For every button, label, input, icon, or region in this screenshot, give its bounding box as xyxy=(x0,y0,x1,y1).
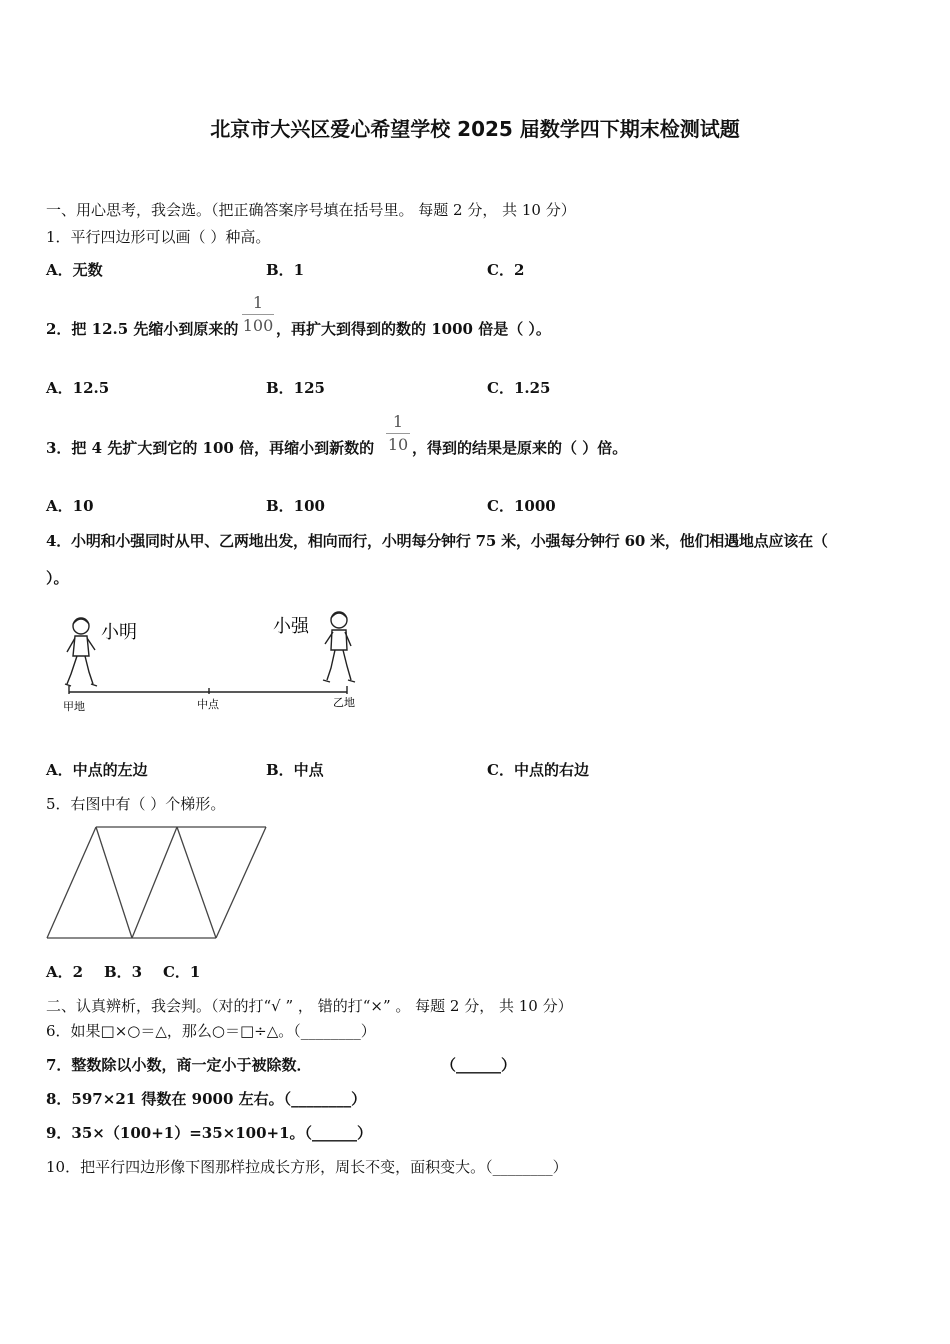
q5-stem: 5．右图中有（ ）个梯形。 xyxy=(46,795,226,813)
q2-fraction xyxy=(242,294,274,335)
q4-walking-figure xyxy=(55,600,375,720)
q8-text: 8．597×21 得数在 9000 左右。（________） xyxy=(46,1090,367,1108)
xiaoqiang-figure xyxy=(323,612,355,682)
diag-1 xyxy=(96,827,132,938)
q6-text: 6．如果□×○＝△，那么○＝□÷△。（________） xyxy=(46,1022,376,1040)
q1-option-c: C．2 xyxy=(487,261,525,279)
q5-options: A．2 B．3 C．1 xyxy=(46,963,201,981)
q2-stem-before: 2．把 12.5 先缩小到原来的 xyxy=(46,320,239,338)
section1-heading: 一、用心思考，我会选。（把正确答案序号填在括号里。 每题 2 分， 共 10 分） xyxy=(46,201,576,219)
q3-fraction-denominator: 10 xyxy=(387,435,409,454)
xiaoqiang-label: 小强 xyxy=(273,616,309,637)
fraction-bar xyxy=(386,433,410,434)
q3-fraction xyxy=(386,413,410,454)
q10-text: 10．把平行四边形像下图那样拉成长方形，周长不变，面积变大。（________） xyxy=(46,1158,568,1176)
q2-option-c: C．1.25 xyxy=(487,379,551,397)
q4-stem-line2: ）。 xyxy=(46,569,69,587)
xiaoming-figure xyxy=(65,618,97,686)
q1-option-a: A．无数 xyxy=(46,261,103,279)
q7-text: 7．整数除以小数，商一定小于被除数． xyxy=(46,1056,312,1074)
xiaoming-label: 小明 xyxy=(101,622,137,643)
right-edge xyxy=(216,827,266,938)
q4-stem-line1: 4．小明和小强同时从甲、乙两地出发，相向而行，小明每分钟行 75 米，小强每分钟行 60 米，他们相遇地点应该在（ xyxy=(46,532,828,550)
q2-fraction-denominator: 100 xyxy=(242,316,274,335)
diag-2 xyxy=(132,827,177,938)
q2-option-a: A．12.5 xyxy=(46,379,110,397)
q4-option-b: B．中点 xyxy=(266,761,324,779)
q3-option-b: B．100 xyxy=(266,497,325,515)
page-title: 北京市大兴区爱心希望学校 2025 届数学四下期末检测试题 xyxy=(210,117,740,141)
q3-option-c: C．1000 xyxy=(487,497,556,515)
fraction-bar xyxy=(242,314,274,315)
left-edge xyxy=(47,827,96,938)
q2-option-b: B．125 xyxy=(266,379,325,397)
q2-fraction-numerator: 1 xyxy=(252,293,264,312)
q9-text: 9．35×（100+1）=35×100+1。（______） xyxy=(46,1124,373,1142)
q7-blank: （______） xyxy=(441,1056,517,1074)
q3-option-a: A．10 xyxy=(46,497,94,515)
q2-stem-after: ，再扩大到得到的数的 1000 倍是（ ）。 xyxy=(276,320,551,338)
yi-label: 乙地 xyxy=(333,696,355,709)
q1-option-b: B．1 xyxy=(266,261,305,279)
diag-3 xyxy=(177,827,216,938)
q3-stem-after: ，得到的结果是原来的（ ）倍。 xyxy=(412,439,628,457)
jia-label: 甲地 xyxy=(63,700,85,713)
q1-stem: 1．平行四边形可以画（ ）种高。 xyxy=(46,228,271,246)
q5-trapezoid-figure xyxy=(44,824,270,944)
section2-heading: 二、认真辨析，我会判。（对的打“√ ” ， 错的打“×” 。 每题 2 分， 共 10 分） xyxy=(46,997,573,1015)
q4-option-c: C．中点的右边 xyxy=(487,761,589,779)
midpoint-label: 中点 xyxy=(197,698,219,711)
q3-stem-before: 3．把 4 先扩大到它的 100 倍，再缩小到新数的 xyxy=(46,439,375,457)
q3-fraction-numerator: 1 xyxy=(392,412,404,431)
q4-option-a: A．中点的左边 xyxy=(46,761,148,779)
